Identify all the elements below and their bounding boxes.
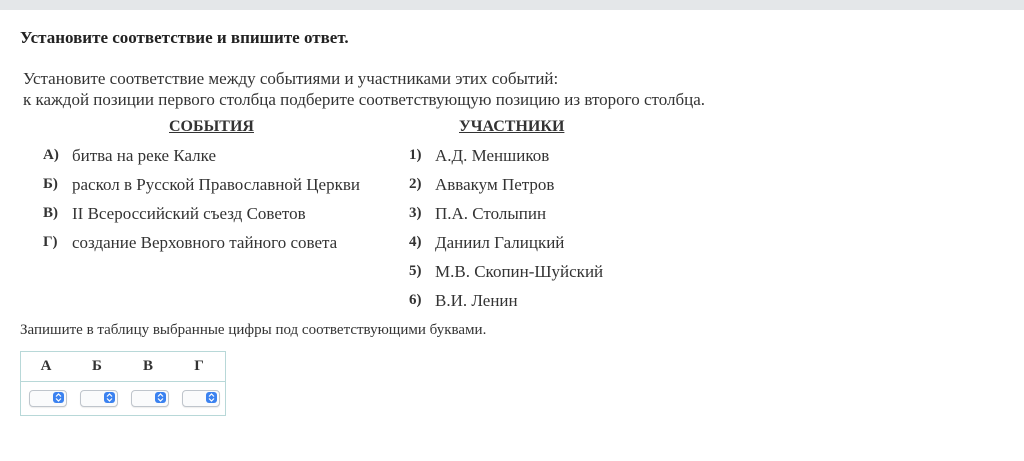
event-item-a: битва на реке Калке: [72, 146, 217, 165]
answer-note: Запишите в таблицу выбранные цифры под соответствующими буквами.: [20, 322, 487, 338]
answer-select-v[interactable]: [131, 390, 169, 407]
task-instructions: [23, 68, 705, 110]
answer-column-a: А: [40, 358, 52, 374]
updown-chevron-icon: [155, 392, 166, 403]
event-item-b: раскол в Русской Православной Церкви: [72, 175, 360, 194]
participant-item-6: В.И. Ленин: [435, 291, 518, 310]
event-item-v: II Всероссийский съезд Советов: [72, 204, 306, 223]
participant-item-3: П.А. Столыпин: [435, 204, 547, 223]
answer-select-a[interactable]: [29, 390, 67, 407]
participant-marker-2: 2): [409, 176, 422, 192]
updown-chevron-icon: [206, 392, 217, 403]
instruction-line-2: к каждой позиции первого столбца подберите соответствующую позицию из второго столбца.: [23, 90, 706, 109]
participant-item-4: Даниил Галицкий: [435, 233, 565, 252]
answer-select-b[interactable]: [80, 390, 118, 407]
answer-column-v: В: [142, 358, 153, 374]
top-strip: [0, 0, 1024, 10]
participant-marker-3: 3): [409, 205, 422, 221]
event-marker-v: В): [43, 205, 58, 221]
event-marker-g: Г): [43, 234, 58, 250]
participant-item-1: А.Д. Меншиков: [435, 146, 550, 165]
updown-chevron-icon: [104, 392, 115, 403]
answer-table-divider: [21, 381, 225, 382]
participants-column-header: УЧАСТНИКИ: [459, 118, 565, 135]
event-item-g: создание Верховного тайного совета: [72, 233, 338, 252]
event-marker-a: А): [43, 147, 59, 163]
events-column-header: СОБЫТИЯ: [169, 118, 254, 135]
updown-chevron-icon: [53, 392, 64, 403]
answer-column-b: Б: [92, 358, 102, 374]
participant-marker-6: 6): [409, 292, 422, 308]
instruction-line-1: Установите соответствие между событиями и участниками этих событий:: [23, 69, 559, 88]
answer-table: [20, 351, 226, 416]
participant-marker-1: 1): [409, 147, 422, 163]
participant-item-2: Аввакум Петров: [435, 175, 555, 194]
event-marker-b: Б): [43, 176, 58, 192]
answer-select-g[interactable]: [182, 390, 220, 407]
participant-marker-5: 5): [409, 263, 422, 279]
participant-item-5: М.В. Скопин-Шуйский: [435, 262, 604, 281]
task-title: Установите соответствие и впишите ответ.: [20, 28, 349, 47]
answer-column-g: Г: [194, 358, 204, 374]
participant-marker-4: 4): [409, 234, 422, 250]
